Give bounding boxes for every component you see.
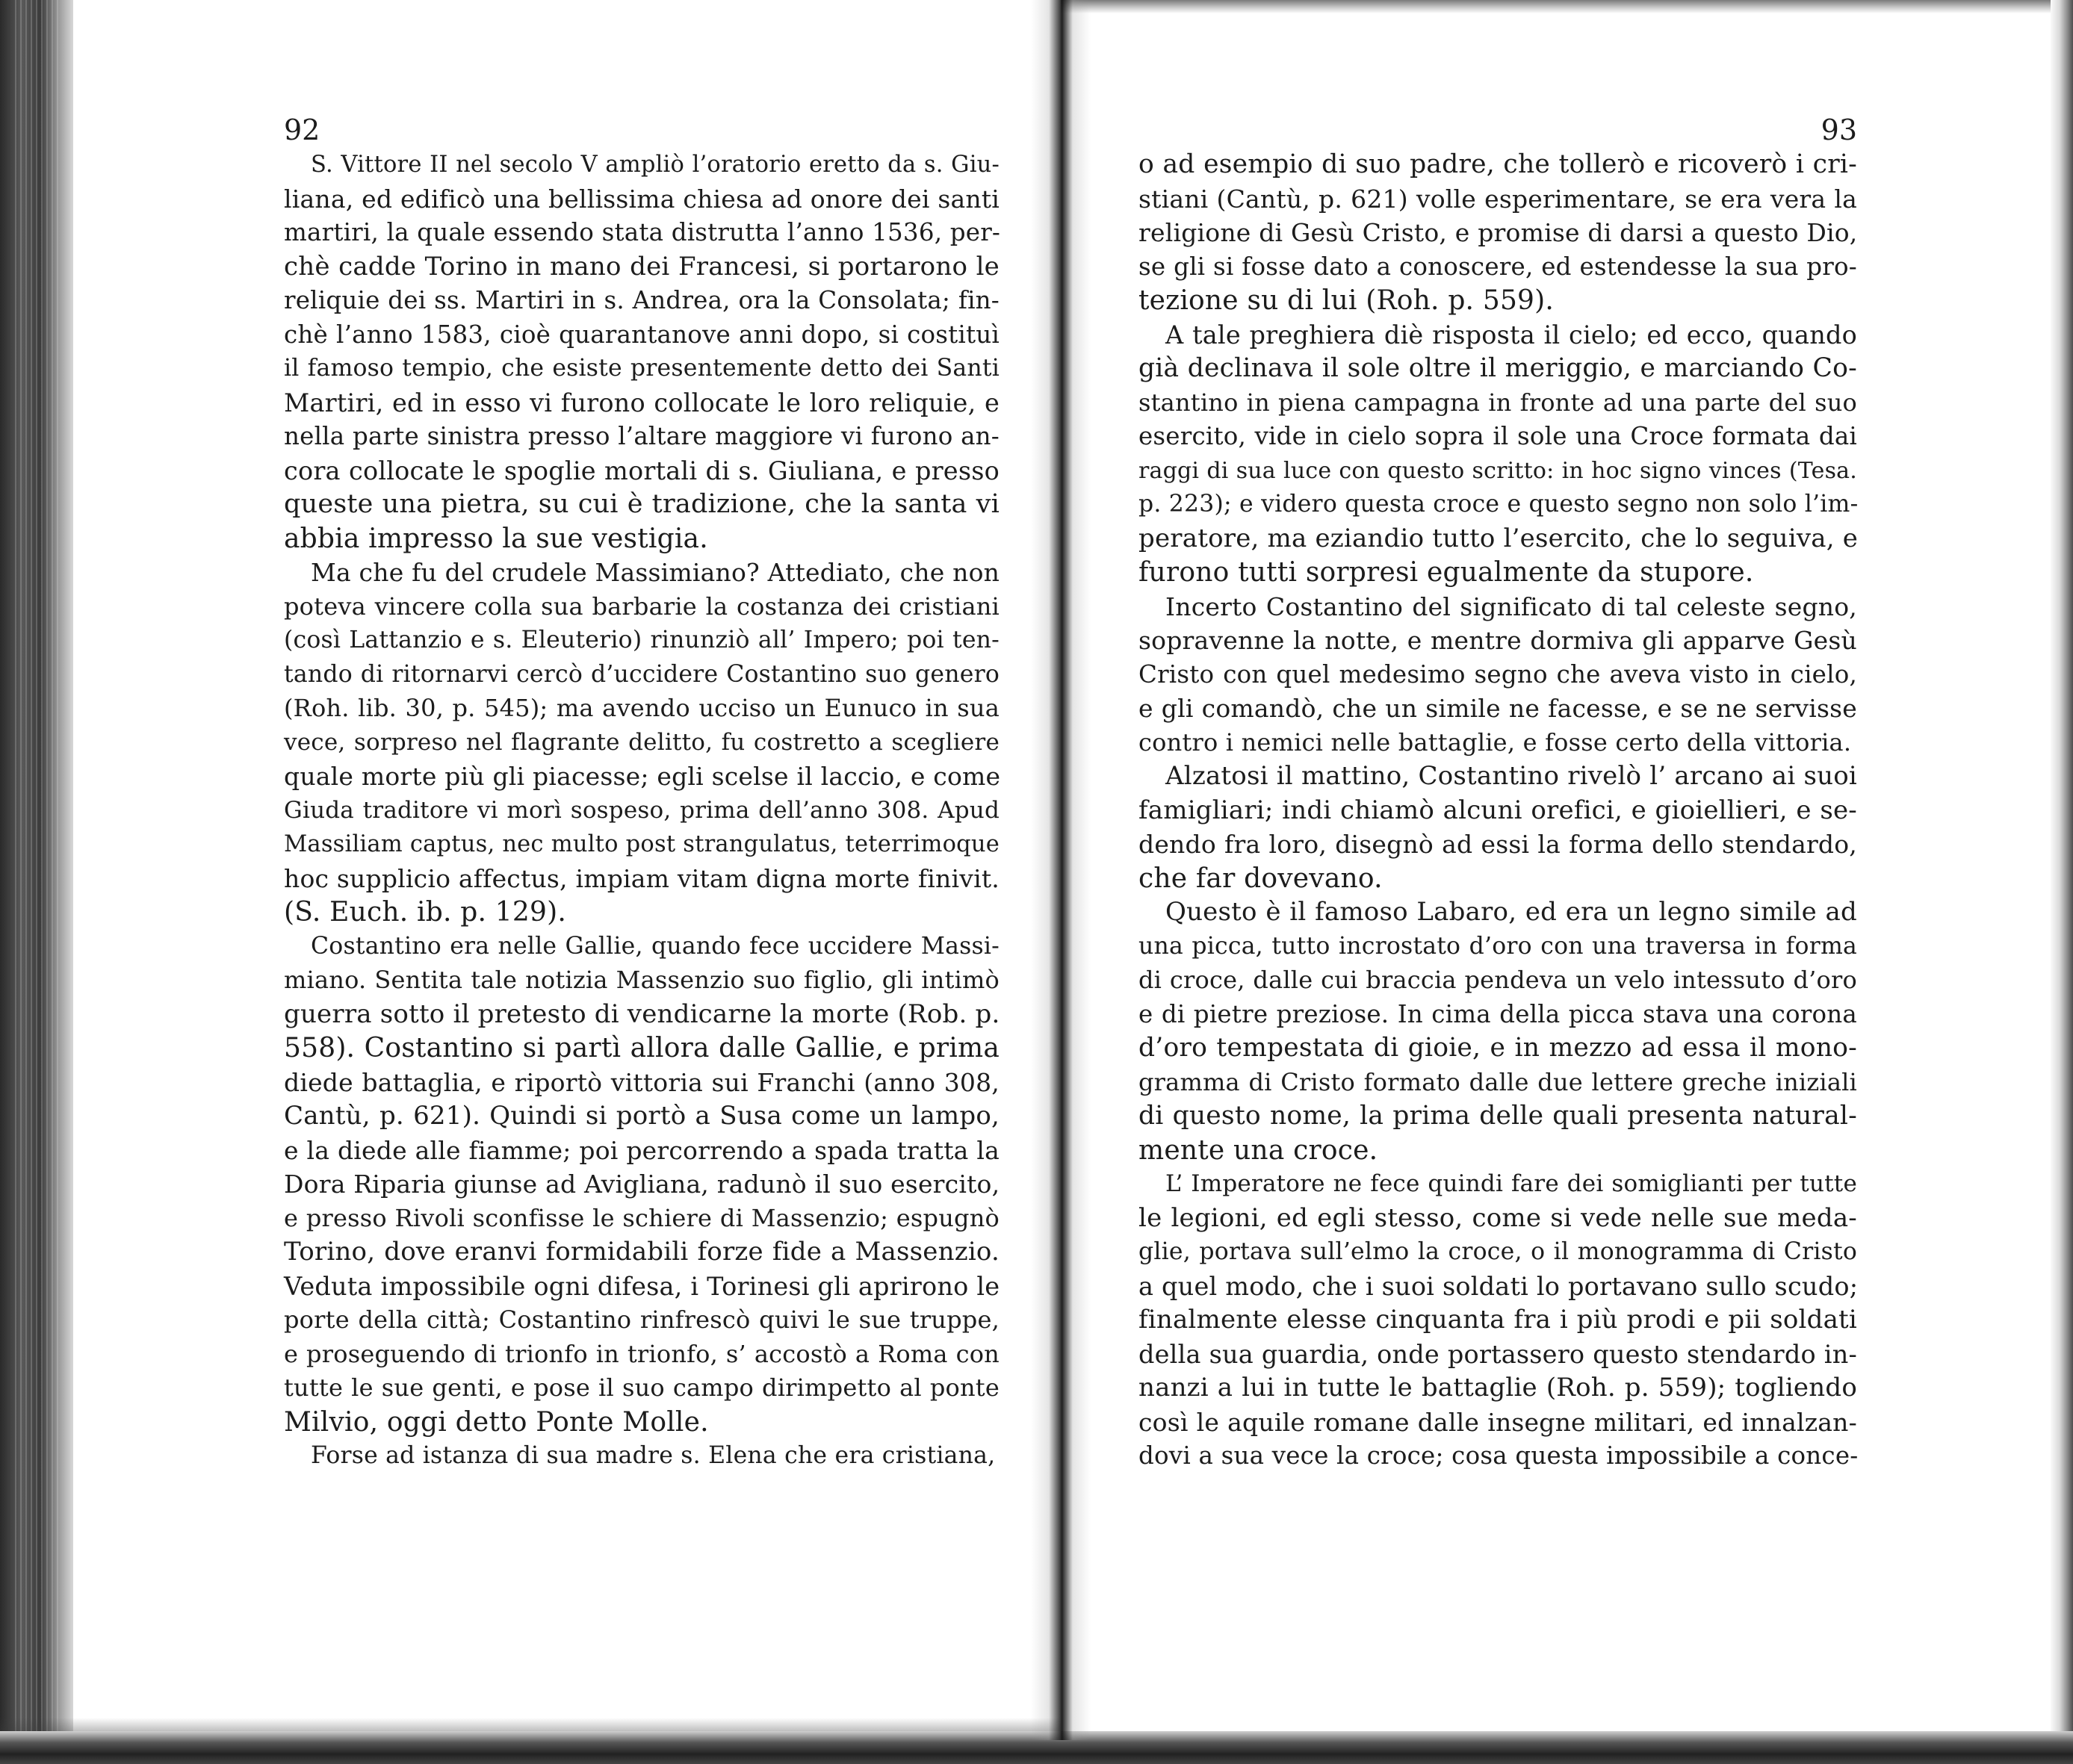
text-line: e proseguendo di trionfo in trionfo, s’ accostò a Roma con <box>284 1339 1000 1368</box>
text-line: le legioni, ed egli stesso, come si vede nelle sue meda- <box>1138 1202 1857 1233</box>
text-line: guerra sotto il pretesto di vendicarne la morte (Rob. p. <box>284 999 1000 1029</box>
book-edge-top <box>1061 0 2073 13</box>
text-line: Forse ad istanza di sua madre s. Elena che era cristiana, <box>311 1442 996 1469</box>
text-line: di croce, dalle cui braccia pendeva un velo intessuto d’oro <box>1138 966 1857 994</box>
paragraph <box>1138 1167 1857 1473</box>
text-line: che far dovevano. <box>1138 863 1383 894</box>
text-line: porte della città; Costantino rinfrescò quivi le sue truppe, <box>284 1305 1000 1334</box>
text-line: raggi di sua luce con questo scritto: in hoc signo vinces (Tesa. <box>1138 457 1857 484</box>
book-edge-right <box>2051 0 2073 1764</box>
paragraph <box>284 148 1000 556</box>
text-line: famigliari; indi chiamò alcuni orefici, e gioiellieri, e se- <box>1138 795 1857 825</box>
text-line: nanzi a lui in tutte le battaglie (Roh. p. 559); togliendo <box>1138 1373 1857 1403</box>
text-line: se gli si fosse dato a conoscere, ed estendesse la sua pro- <box>1138 252 1857 281</box>
text-line: a quel modo, che i suoi soldati lo portavano sullo scudo; <box>1138 1271 1859 1301</box>
paragraph <box>1138 318 1857 590</box>
text-line: poteva vincere colla sua barbarie la costanza dei cristiani <box>284 591 1000 621</box>
text-line: tutte le sue genti, e pose il suo campo dirimpetto al ponte <box>284 1373 1000 1402</box>
text-line: L’ Imperatore ne fece quindi fare dei somiglianti per tutte <box>1165 1170 1857 1197</box>
text-line: nella parte sinistra presso l’altare maggiore vi furono an- <box>284 422 1000 450</box>
text-line: della sua guardia, onde portassero questo stendardo in- <box>1138 1339 1857 1369</box>
text-line: chè l’anno 1583, cioè quarantanove anni dopo, si costituì <box>284 320 1000 349</box>
text-line: e di pietre preziose. In cima della picca stava una corona <box>1138 999 1857 1028</box>
text-line: tando di ritornarvi cercò d’uccidere Costantino suo genero <box>284 660 1000 688</box>
text-line: Veduta impossibile ogni difesa, i Torinesi gli aprirono le <box>284 1271 1000 1301</box>
text-line: e la diede alle fiamme; poi percorrendo a spada tratta la <box>284 1135 1000 1165</box>
text-line: cora collocate le spoglie mortali di s. Giuliana, e presso <box>284 456 1000 485</box>
text-line: così le aquile romane dalle insegne militari, ed innalzan- <box>1138 1407 1857 1437</box>
text-line: contro i nemici nelle battaglie, e fosse certo della vittoria. <box>1138 727 1852 757</box>
text-line: d’oro tempestata di gioie, e in mezzo ad essa il mono- <box>1138 1033 1857 1063</box>
text-line: e gli comandò, che un simile ne facesse, e se ne servisse <box>1138 694 1857 723</box>
left-page <box>284 112 1000 1473</box>
text-line: sopravenne la notte, e mentre dormiva gli apparve Gesù <box>1138 626 1857 655</box>
text-line: Cantù, p. 621). Quindi si portò a Susa come un lampo, <box>284 1101 1000 1131</box>
text-line: S. Vittore II nel secolo V ampliò l’oratorio eretto da s. Giu- <box>311 152 1000 178</box>
text-line: e presso Rivoli sconfisse le schiere di Massenzio; espugnò <box>284 1203 1000 1232</box>
paragraph <box>1138 148 1857 318</box>
text-line: già declinava il sole oltre il meriggio, e marciando Co- <box>1138 353 1857 383</box>
text-line: peratore, ma eziandio tutto l’esercito, che lo seguiva, e <box>1138 523 1859 553</box>
text-line: diede battaglia, e riportò vittoria sui Franchi (anno 308, <box>284 1067 1000 1097</box>
text-line: (così Lattanzio e s. Eleuterio) rinunziò all’ Impero; poi ten- <box>284 627 1000 653</box>
text-line: dovi a sua vece la croce; cosa questa impossibile a conce- <box>1138 1441 1859 1470</box>
text-line: Giuda traditore vi morì sospeso, prima dell’anno 308. Apud <box>284 796 1000 824</box>
paragraph <box>284 1439 1000 1473</box>
text-line: stiani (Cantù, p. 621) volle esperimentare, se era vera la <box>1138 184 1857 214</box>
text-line: tezione su di lui (Roh. p. 559). <box>1138 285 1555 316</box>
text-line: Incerto Costantino del significato di tal celeste segno, <box>1165 591 1857 621</box>
text-line: il famoso tempio, che esiste presentemente detto dei Santi <box>284 355 1000 382</box>
text-line: queste una pietra, su cui è tradizione, che la santa vi <box>284 489 1000 519</box>
text-line: reliquie dei ss. Martiri in s. Andrea, ora la Consolata; fin- <box>284 286 1000 314</box>
text-line: vece, sorpreso nel flagrante delitto, fu costretto a scegliere <box>284 728 1000 756</box>
text-line: hoc supplicio affectus, impiam vitam digna morte finivit. <box>284 863 1000 893</box>
paragraph <box>1138 760 1857 895</box>
text-line: mente una croce. <box>1138 1134 1378 1166</box>
paragraph <box>284 930 1000 1440</box>
text-line: miano. Sentita tale notizia Massenzio suo figlio, gli intimò <box>284 966 1000 994</box>
text-line: finalmente elesse cinquanta fra i più prodi e pii soldati <box>1138 1305 1857 1335</box>
text-line: stantino in piena campagna in fronte ad una parte del suo <box>1138 388 1857 417</box>
text-line: Cristo con quel medesimo segno che aveva visto in cielo, <box>1138 659 1857 689</box>
text-line: Questo è il famoso Labaro, ed era un legno simile ad <box>1165 897 1857 927</box>
page-body <box>1138 148 1857 1473</box>
text-line: (Roh. lib. 30, p. 545); ma avendo ucciso un Eunuco in sua <box>284 694 1000 722</box>
text-line: glie, portava sull’elmo la croce, o il monogramma di Cristo <box>1138 1238 1857 1265</box>
text-line: Costantino era nelle Gallie, quando fece uccidere Massi- <box>311 932 1000 960</box>
text-line: martiri, la quale essendo stata distrutta l’anno 1536, per- <box>284 218 1001 246</box>
right-page <box>1138 112 1857 1473</box>
text-line: (S. Euch. ib. p. 129). <box>284 897 566 928</box>
book-gutter <box>1031 0 1091 1740</box>
text-line: Milvio, oggi detto Ponte Molle. <box>284 1406 709 1438</box>
text-line: Ma che fu del crudele Massimiano? Attediato, che non <box>311 558 1000 587</box>
text-line: Alzatosi il mattino, Costantino rivelò l’ arcano ai suoi <box>1165 761 1857 791</box>
text-line: o ad esempio di suo padre, che tollerò e ricoverò i cri- <box>1138 149 1857 179</box>
text-line: Martiri, ed in esso vi furono collocate le loro reliquie, e <box>284 388 1000 417</box>
page-number: 92 <box>284 114 320 146</box>
text-line: liana, ed edificò una bellissima chiesa ad onore dei santi <box>284 184 1000 214</box>
text-line: una picca, tutto incrostato d’oro con una traversa in forma <box>1138 932 1857 960</box>
page-body <box>284 148 1000 1473</box>
text-line: religione di Gesù Cristo, e promise di darsi a questo Dio, <box>1138 218 1858 247</box>
text-line: esercito, vide in cielo sopra il sole una Croce formata dai <box>1138 422 1857 450</box>
text-line: Massiliam captus, nec multo post strangulatus, teterrimoque <box>284 831 1000 857</box>
paragraph <box>1138 590 1857 760</box>
text-line: quale morte più gli piacesse; egli scelse il laccio, e come <box>284 762 1001 791</box>
text-line: abbia impresso la sue vestigia. <box>284 523 708 554</box>
paragraph <box>1138 895 1857 1167</box>
text-line: Dora Riparia giunse ad Avigliana, radunò il suo esercito, <box>284 1170 1000 1199</box>
text-line: dendo fra loro, disegnò ad essi la forma dello stendardo, <box>1138 830 1857 859</box>
text-line: A tale preghiera diè risposta il cielo; ed ecco, quando <box>1165 320 1857 350</box>
text-line: chè cadde Torino in mano dei Francesi, si portarono le <box>284 251 1000 282</box>
page-number: 93 <box>1821 114 1857 146</box>
text-line: p. 223); e videro questa croce e questo segno non solo l’im- <box>1138 491 1859 518</box>
text-line: di questo nome, la prima delle quali presenta natural- <box>1138 1101 1857 1131</box>
page-stack-left <box>15 0 60 1764</box>
text-line: 558). Costantino si partì allora dalle Gallie, e prima <box>284 1033 1000 1063</box>
paragraph <box>284 556 1000 930</box>
text-line: furono tutti sorpresi egualmente da stupore. <box>1138 557 1754 588</box>
text-line: gramma di Cristo formato dalle due lettere greche iniziali <box>1138 1067 1857 1096</box>
text-line: Torino, dove eranvi formidabili forze fide a Massenzio. <box>284 1237 1000 1267</box>
